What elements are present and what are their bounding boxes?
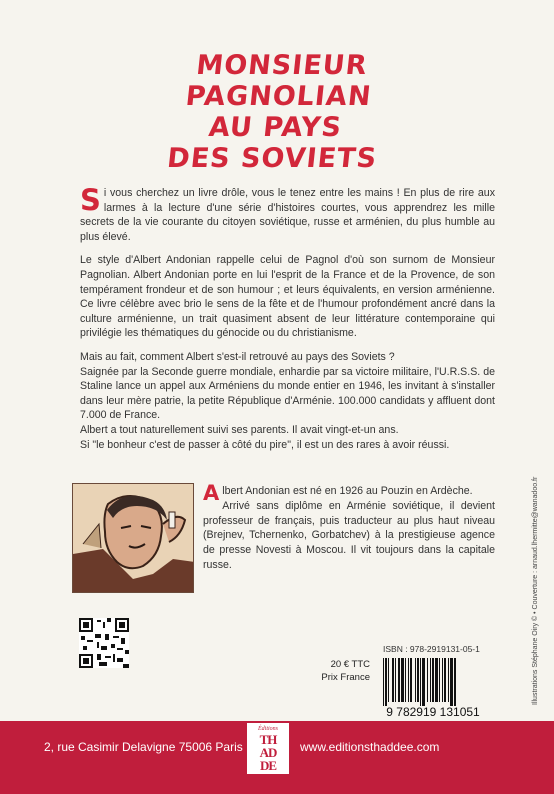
barcode-bar: [383, 658, 384, 706]
title-line-3: AU PAYS: [207, 112, 344, 143]
logo-letters-2: AD: [259, 745, 277, 760]
barcode-bar: [432, 658, 434, 702]
barcode-bar: [388, 658, 389, 702]
history-line-1: Mais au fait, comment Albert s'est-il retrouvé au pays des Soviets ?: [80, 350, 395, 363]
bio-text: Arrivé sans diplôme en Arménie soviétique, il devient professeur de français, puis traducteur au plus haut niveau (Brejnev, Tchernenko, Gorbatchev) à la prestigieuse agence de presse Novesti à Moscou. Il vit toujours dans la capitale russe.: [203, 499, 495, 571]
price-label: Prix France: [321, 672, 370, 683]
barcode-bar: [427, 658, 428, 702]
logo-editions: Éditions: [257, 726, 278, 732]
author-portrait-illustration: [72, 483, 194, 593]
dropcap-s: S: [80, 183, 101, 217]
publisher-website[interactable]: www.editionsthaddee.com: [300, 740, 440, 754]
barcode-bar: [385, 658, 387, 706]
price-block: [320, 658, 370, 684]
barcode-bar: [417, 658, 419, 702]
book-title: [0, 50, 554, 174]
publisher-logo: [247, 723, 289, 774]
barcode-bar: [408, 658, 409, 702]
intro-text: i vous cherchez un livre drôle, vous le tenez entre les mains ! En plus de rire aux larmes à la lecture d'une série d'histoires courtes, vous apprendrez les mille secrets de la vie courante du citoyen soviétique, russe et arménien, du plus humble au plus élevé.: [80, 187, 495, 243]
barcode-digits: 9 782919 131051: [386, 705, 480, 718]
barcode-bar: [430, 658, 431, 702]
barcode-bar: [442, 658, 443, 702]
barcode: [373, 658, 493, 718]
barcode-bar: [398, 658, 400, 702]
barcode-bar: [420, 658, 421, 706]
bio-first-line: lbert Andonian est né en 1926 au Pouzin en Ardèche.: [222, 485, 473, 497]
dropcap-a: A: [203, 481, 220, 505]
isbn-label: ISBN : 978-2919131-05-1: [383, 644, 480, 654]
barcode-bar: [415, 658, 416, 702]
title-line-2: PAGNOLIAN: [184, 81, 374, 112]
title-line-1: MONSIEUR: [194, 50, 370, 81]
barcode-bar: [401, 658, 404, 702]
qr-code: [79, 618, 129, 668]
barcode-bar: [392, 658, 394, 702]
barcode-bar: [410, 658, 412, 702]
logo-letters-3: DE: [259, 758, 277, 773]
style-paragraph: Le style d'Albert Andonian rappelle celui de Pagnol d'où son surnom de Monsieur Pagnolian. Albert Andonian porte en lui l'esprit de la France et de la Provence, de son tempérament frondeur et de son humour ; et leurs équivalents, en version arménienne. Ce livre célèbre avec brio le sens de la fête et de l'humour profondément ancré dans la culture arménienne, un trait quasiment absent de leur littérature contemporaine qui privilégie les thématiques du génocide ou du christianisme.: [80, 254, 495, 340]
barcode-bar: [454, 658, 456, 706]
logo-letters-1: TH: [259, 732, 277, 747]
barcode-bar: [450, 658, 453, 706]
history-paragraph: [80, 350, 495, 452]
back-cover-text: [80, 183, 495, 461]
publisher-address: 2, rue Casimir Delavigne 75006 Paris: [44, 740, 243, 754]
history-line-2: Saignée par la Seconde guerre mondiale, enhardie par sa victoire militaire, l'U.R.S.S. de Staline lance un appel aux Arméniens du monde entier en 1946, les invitant à s'installer dans leur mère patrie, la petite République d'Arménie. 100.000 candidats y affluent dont 7.000 de France.: [80, 365, 495, 422]
credits: Illustrations Stéphane Oiry © • Couverture : arnaud.lhermitte@wanadoo.fr: [532, 476, 539, 705]
price-value: 20 € TTC: [330, 659, 370, 670]
title-line-4: DES SOVIETS: [165, 143, 379, 174]
intro-paragraph: [80, 183, 495, 244]
barcode-bar: [435, 658, 438, 702]
barcode-bar: [395, 658, 396, 702]
barcode-bar: [422, 658, 425, 706]
barcode-bar: [405, 658, 406, 702]
author-bio: [203, 481, 495, 573]
barcode-bars: [373, 658, 493, 718]
history-line-3: Albert a tout naturellement suivi ses parents. Il avait vingt-et-un ans.: [80, 423, 399, 436]
history-line-4: Si "le bonheur c'est de passer à côté du pire", il est un des rares à avoir réussi.: [80, 438, 450, 451]
barcode-bar: [444, 658, 446, 702]
footer-band: [0, 721, 554, 794]
barcode-bar: [448, 658, 449, 702]
barcode-bar: [439, 658, 440, 702]
